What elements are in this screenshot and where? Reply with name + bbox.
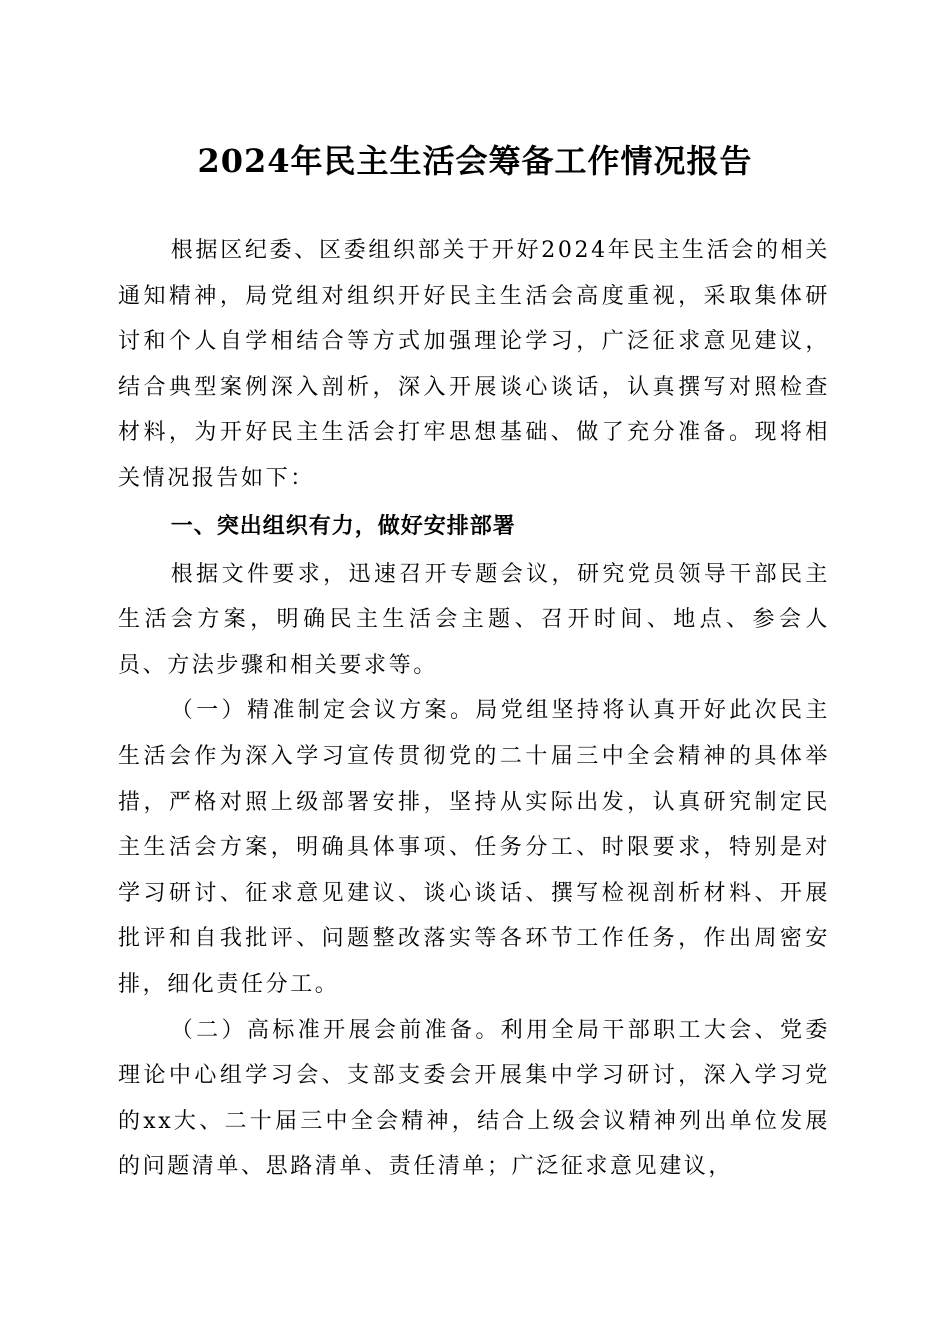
section-1-paragraph: 根据文件要求，迅速召开专题会议，研究党员领导干部民主生活会方案，明确民主生活会主题、召开时间、地点、参会人员、方法步骤和相关要求等。 xyxy=(118,561,830,678)
subsection-2-paragraph: （二）高标准开展会前准备。利用全局干部职工大会、党委理论中心组学习会、支部支委会开展集中学习研讨，深入学习党的xx大、二十届三中全会精神，结合上级会议精神列出单位发展的问题清单、思路清单、责任清单；广泛征求意见建议， xyxy=(118,1017,830,1180)
document-body xyxy=(118,228,830,1190)
subsection-1-paragraph: （一）精准制定会议方案。局党组坚持将认真开好此次民主生活会作为深入学习宣传贯彻党的二十届三中全会精神的具体举措，严格对照上级部署安排，坚持从实际出发，认真研究制定民主生活会方案，明确具体事项、任务分工、时限要求，特别是对学习研讨、征求意见建议、谈心谈话、撰写检视剖析材料、开展批评和自我批评、问题整改落实等各环节工作任务，作出周密安排，细化责任分工。 xyxy=(118,698,830,997)
section-heading-1: 一、突出组织有力，做好安排部署 xyxy=(170,513,516,539)
document-title: 2024年民主生活会筹备工作情况报告 xyxy=(197,142,753,180)
intro-paragraph: 根据区纪委、区委组织部关于开好2024年民主生活会的相关通知精神，局党组对组织开好民主生活会高度重视，采取集体研讨和个人自学相结合等方式加强理论学习，广泛征求意见建议，结合典型案例深入剖析，深入开展谈心谈话，认真撰写对照检查材料，为开好民主生活会打牢思想基础、做了充分准备。现将相关情况报告如下： xyxy=(118,238,830,491)
